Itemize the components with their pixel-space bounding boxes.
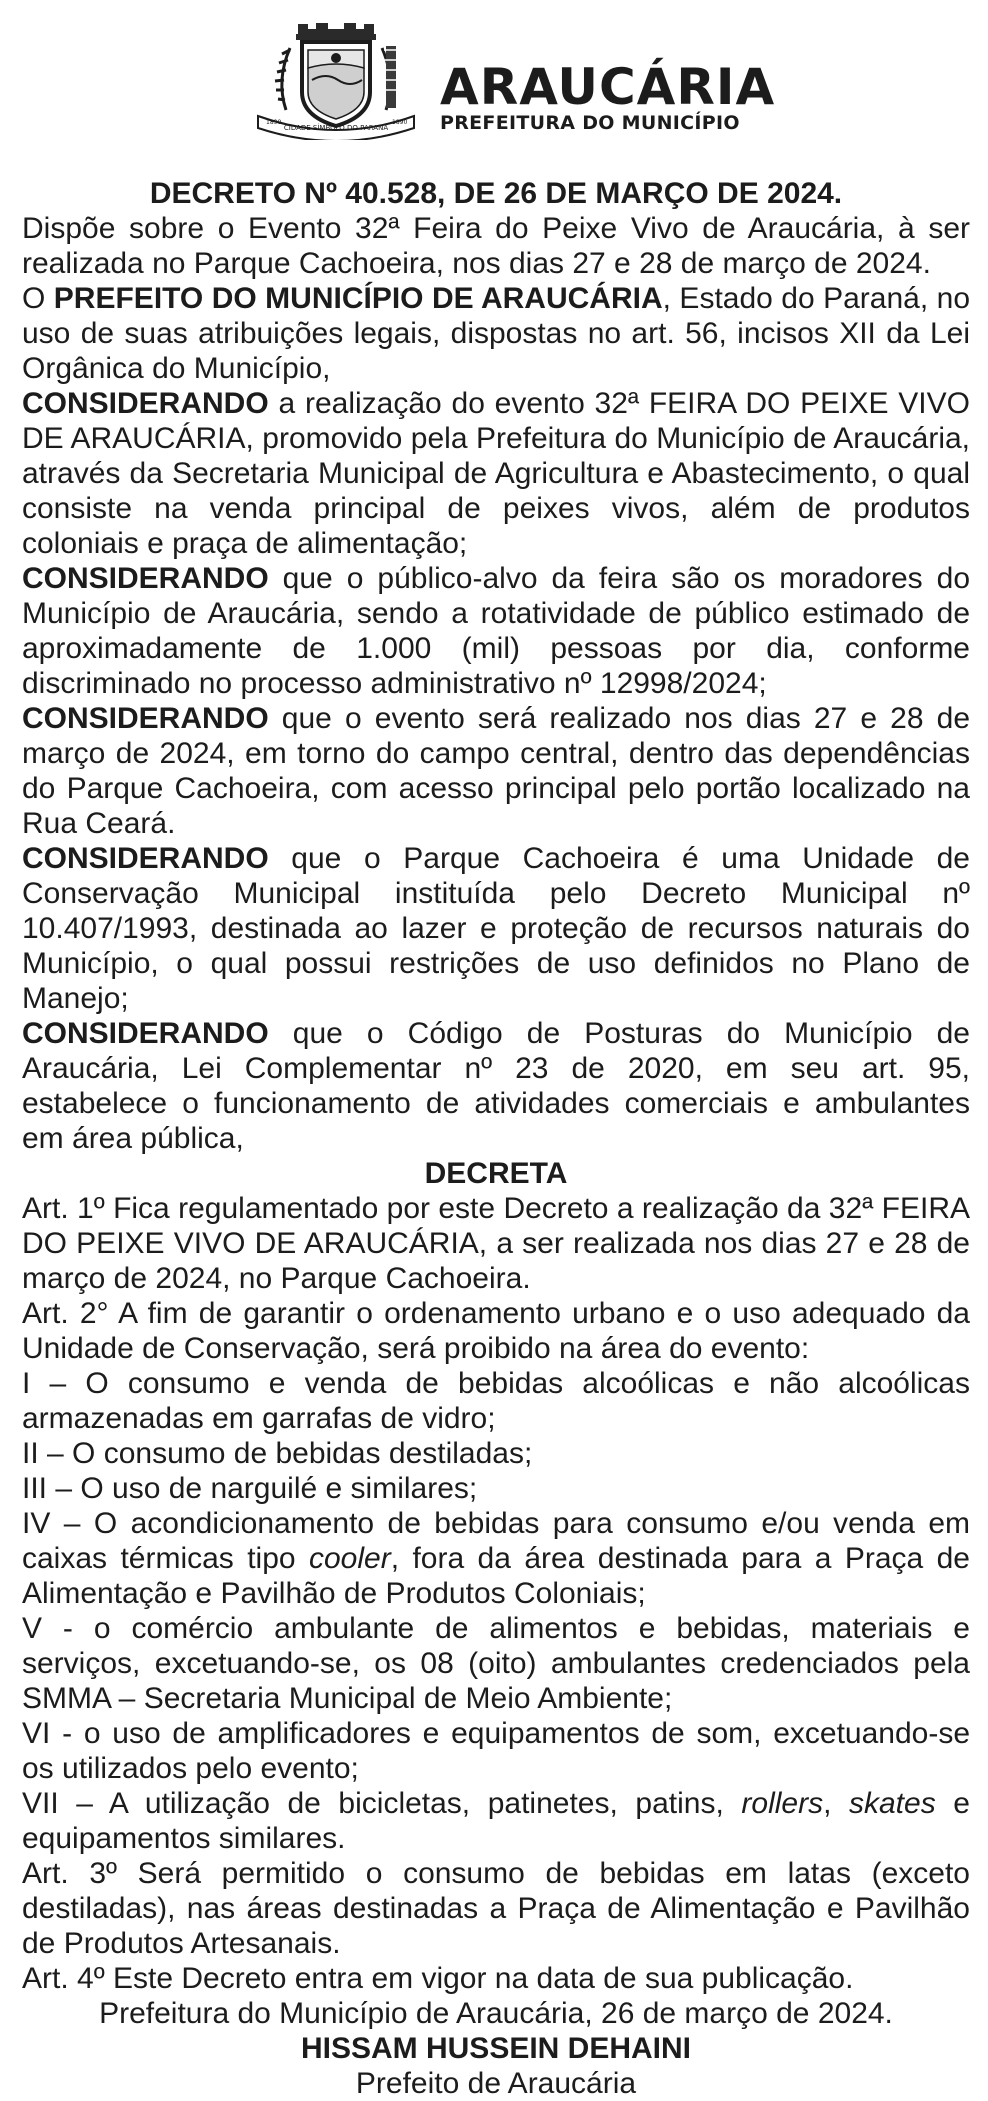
inciso-7-text-a: VII – A utilização de bicicletas, patinetes, patins, (22, 1787, 742, 1820)
inciso-3: III – O uso de narguilé e similares; (22, 1472, 478, 1505)
considerando-keyword: CONSIDERANDO (22, 387, 269, 420)
considerando-keyword: CONSIDERANDO (22, 702, 269, 735)
inciso-7-text-b: e equipamentos similares. (22, 1787, 970, 1855)
municipality-subtitle: PREFEITURA DO MUNICÍPIO (440, 112, 740, 134)
considerando-2 (22, 561, 970, 701)
signatory-name: HISSAM HUSSEIN DEHAINI (300, 2032, 692, 2065)
considerando-text: que o público-alvo da feira são os moradores do Município de Araucária, sendo a rotatividade de público estimado de aproximadamente de 1.000 (mil) pessoas por dia, conforme discriminado no processo administrativo nº 12998/2024; (22, 562, 970, 700)
article-1: Art. 1º Fica regulamentado por este Decreto a realização da 32ª FEIRA DO PEIXE VIVO DE ARAUCÁRIA, a ser realizada nos dias 27 e 28 de março de 2024, no Parque Cachoeira. (22, 1192, 970, 1295)
letterhead (22, 20, 970, 148)
inciso-6: VI - o uso de amplificadores e equipamentos de som, excetuando-se os utilizados pelo evento; (22, 1717, 970, 1785)
considerando-4 (22, 841, 970, 1016)
inciso-4 (22, 1506, 970, 1611)
decree-ementa: Dispõe sobre o Evento 32ª Feira do Peixe Vivo de Araucária, à ser realizada no Parque Cachoeira, nos dias 27 e 28 de março de 2024. (22, 212, 970, 280)
inciso-4-text-b: , fora da área destinada para a Praça de Alimentação e Pavilhão de Produtos Coloniais; (22, 1542, 970, 1610)
considerando-keyword: CONSIDERANDO (22, 842, 269, 875)
considerando-keyword: CONSIDERANDO (22, 1017, 269, 1050)
considerando-text: que o Parque Cachoeira é uma Unidade de Conservação Municipal instituída pelo Decreto Municipal nº 10.407/1993, destinada ao lazer e proteção de recursos naturais do Município, o qual possui restrições de uso definidos no Plano de Manejo; (22, 842, 970, 1015)
inciso-5: V - o comércio ambulante de alimentos e bebidas, materiais e serviços, excetuando-se, os 08 (oito) ambulantes credenciados pela SMMA – Secretaria Municipal de Meio Ambiente; (22, 1612, 970, 1715)
considerando-keyword: CONSIDERANDO (22, 562, 269, 595)
inciso-4-italic: cooler (308, 1542, 391, 1575)
coat-of-arms-icon (246, 20, 426, 140)
municipality-brand (440, 58, 776, 134)
article-4: Art. 4º Este Decreto entra em vigor na data de sua publicação. (22, 1962, 854, 1995)
considerando-text: que o evento será realizado nos dias 27 e 28 de março de 2024, em torno do campo central, dentro das dependências do Parque Cachoeira, com acesso principal pelo portão localizado na Rua Ceará. (22, 702, 970, 840)
signature-place-date: Prefeitura do Município de Araucária, 26 de março de 2024. (99, 1997, 893, 2030)
decree-title: DECRETO Nº 40.528, DE 26 DE MARÇO DE 2024. (149, 177, 843, 210)
inciso-1: I – O consumo e venda de bebidas alcoólicas e não alcoólicas armazenadas em garrafas de vidro; (22, 1367, 970, 1435)
inciso-7-italic-skates: skates (849, 1787, 936, 1820)
article-2: Art. 2° A fim de garantir o ordenamento urbano e o uso adequado da Unidade de Conservação, será proibido na área do evento: (22, 1297, 970, 1365)
inciso-7-separator: , (823, 1787, 849, 1820)
considerando-text: que o Código de Posturas do Município de Araucária, Lei Complementar nº 23 de 2020, em seu art. 95, estabelece o funcionamento de atividades comerciais e ambulantes em área pública, (22, 1017, 970, 1155)
decreta-heading: DECRETA (424, 1157, 568, 1190)
preamble (22, 281, 970, 386)
inciso-7 (22, 1786, 970, 1856)
preamble-rest: , Estado do Paraná, no uso de suas atribuições legais, dispostas no art. 56, incisos XII da Lei Orgânica do Município, (22, 282, 970, 385)
signatory-role: Prefeito de Araucária (355, 2067, 637, 2100)
inciso-4-text-a: IV – O acondicionamento de bebidas para consumo e/ou venda em caixas térmicas tipo (22, 1507, 970, 1575)
crest-year-left: 1890 (266, 119, 282, 126)
crest-motto: CIDADE SÍMBOLO DO PARANÁ (283, 124, 389, 132)
municipality-name: ARAUCÁRIA (440, 58, 776, 116)
crest-year-right: 1890 (392, 119, 408, 126)
preamble-lead: O (22, 282, 54, 315)
considerando-1 (22, 386, 970, 561)
decree-page (0, 20, 988, 2100)
article-3: Art. 3º Será permitido o consumo de bebidas em latas (exceto destiladas), nas áreas destinadas a Praça de Alimentação e Pavilhão de Produtos Artesanais. (22, 1857, 970, 1960)
inciso-2: II – O consumo de bebidas destiladas; (22, 1437, 533, 1470)
inciso-7-italic-rollers: rollers (741, 1787, 824, 1820)
preamble-authority: PREFEITO DO MUNICÍPIO DE ARAUCÁRIA (53, 282, 663, 315)
considerando-3 (22, 701, 970, 841)
considerando-5 (22, 1016, 970, 1156)
considerando-text: a realização do evento 32ª FEIRA DO PEIXE VIVO DE ARAUCÁRIA, promovido pela Prefeitura do Município de Araucária, através da Secretaria Municipal de Agricultura e Abastecimento, o qual consiste na venda principal de peixes vivos, além de produtos coloniais e praça de alimentação; (22, 387, 970, 560)
